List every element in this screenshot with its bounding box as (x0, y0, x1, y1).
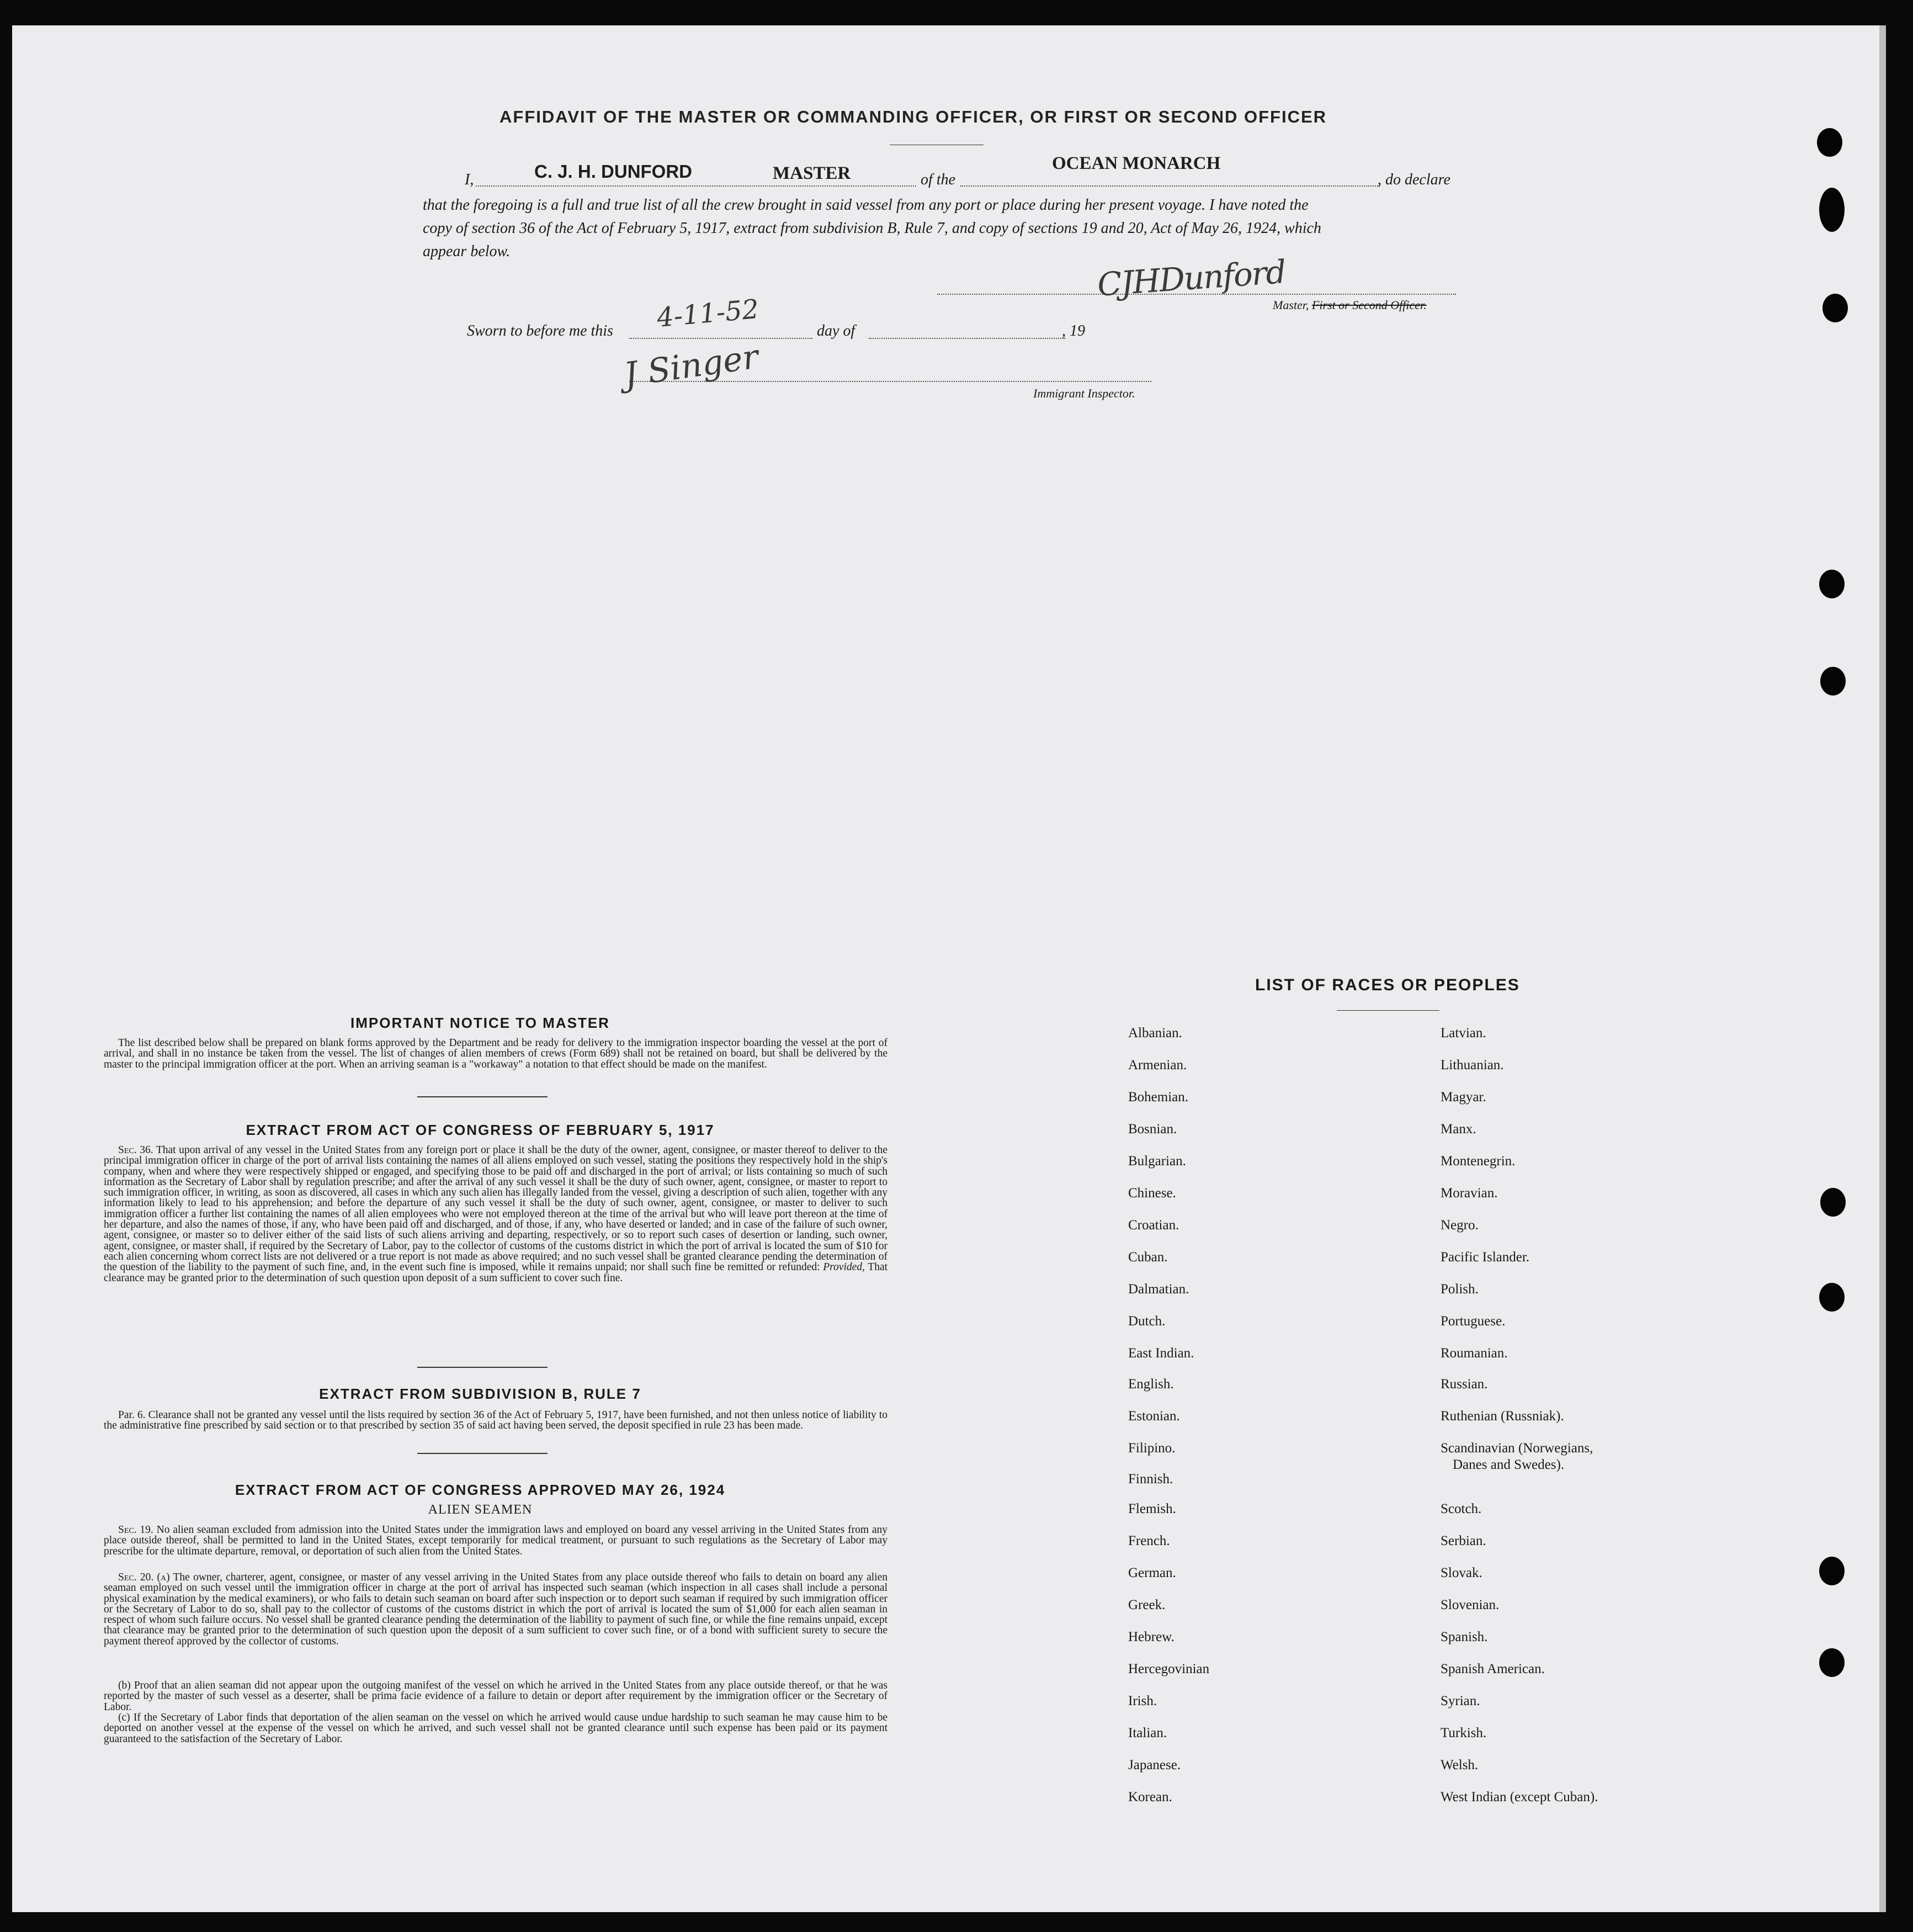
race-item: Croatian. (1128, 1218, 1179, 1233)
race-item: Armenian. (1128, 1058, 1187, 1073)
master-label: Master, (1273, 298, 1312, 312)
race-item: Welsh. (1441, 1758, 1479, 1772)
vessel-line (960, 185, 1380, 187)
binder-hole (1817, 128, 1842, 157)
extract-1917-title: EXTRACT FROM ACT OF CONGRESS OF FEBRUARY 5, 1917 (246, 1122, 715, 1138)
binder-hole (1820, 1188, 1846, 1217)
title-rule (1337, 1010, 1439, 1011)
affidavit-line-2: that the foregoing is a full and true list of all the crew brought in said vessel from any port or place during her present voyage. I have noted the (423, 197, 1309, 214)
race-item: Dalmatian. (1128, 1282, 1189, 1297)
race-item: East Indian. (1128, 1346, 1194, 1361)
rank: MASTER (773, 163, 851, 183)
affidavit-line-3: copy of section 36 of the Act of February 5, 1917, extract from subdivision B, Rule 7, and copy of sections 19 and 20, Act of May 26, 1924, which (423, 220, 1321, 237)
divider (417, 1096, 548, 1097)
race-item: Serbian. (1441, 1533, 1486, 1548)
declare-label: , do declare (1378, 171, 1450, 188)
binder-hole (1820, 667, 1846, 696)
race-item: Cuban. (1128, 1250, 1168, 1265)
rule-7-title: EXTRACT FROM SUBDIVISION B, RULE 7 (319, 1386, 641, 1402)
race-item: Albanian. (1128, 1026, 1182, 1041)
section-label: Sec. 20. (a) (118, 1572, 170, 1583)
race-item: Negro. (1441, 1218, 1479, 1233)
race-item: West Indian (except Cuban). (1441, 1790, 1598, 1804)
race-item: Ruthenian (Russniak). (1441, 1409, 1564, 1424)
page-edge (1879, 25, 1886, 1912)
race-item: English. (1128, 1377, 1174, 1392)
race-item: Japanese. (1128, 1758, 1181, 1772)
section-label: Sec. 19. (118, 1524, 153, 1536)
race-item: Korean. (1128, 1790, 1172, 1804)
race-item: Italian. (1128, 1726, 1167, 1740)
race-item: Montenegrin. (1441, 1154, 1516, 1169)
races-title: LIST OF RACES OR PEOPLES (1255, 976, 1520, 994)
race-item: Greek. (1128, 1597, 1166, 1612)
race-item: Scandinavian (Norwegians, (1441, 1441, 1593, 1456)
extract-1924-title: EXTRACT FROM ACT OF CONGRESS APPROVED MAY 26, 1924 (235, 1482, 726, 1498)
section-19-text (104, 1525, 888, 1557)
divider (417, 1367, 548, 1368)
struck-officer-label: First or Second Officer. (1311, 298, 1427, 312)
binder-hole (1822, 294, 1848, 322)
section-20b-text: (b) Proof that an alien seaman did not appear upon the outgoing manifest of the vessel on which he arrived in the United States from any place outside thereof, or that he was reported by the master of such vessel as a deserter, shall be prima facie evidence of a failure to detain or deport after requirement by the immigration officer or the Secretary of Labor. (104, 1680, 888, 1713)
year-prefix: , 19 (1062, 322, 1085, 339)
race-item: Moravian. (1441, 1186, 1498, 1201)
race-item: Polish. (1441, 1282, 1479, 1297)
section-19-body: No alien seaman excluded from admission into the United States under the immigration laws and employed on board any vessel arriving in the United States from any place outside thereof, shall be permitted to land in the United States, except temporarily for medical treatment, or pursuant to such regulations as the Secretary of Labor may prescribe for the ultimate departure, removal, or deportation of such alien from the United States. (104, 1524, 888, 1557)
race-item: Filipino. (1128, 1441, 1176, 1456)
race-item: Dutch. (1128, 1314, 1166, 1329)
race-item: Irish. (1128, 1694, 1157, 1708)
race-item: Spanish American. (1441, 1662, 1545, 1676)
race-item: Finnish. (1128, 1472, 1173, 1487)
master-name: C. J. H. DUNFORD (534, 161, 693, 182)
section-label: Sec. 36. (118, 1144, 153, 1156)
signature-caption (1273, 298, 1427, 312)
affidavit-line-4: appear below. (423, 243, 511, 260)
sworn-date: 4-11-52 (655, 294, 761, 333)
race-item: Bulgarian. (1128, 1154, 1186, 1169)
of-the-label: of the (921, 171, 955, 188)
section-36-body: That upon arrival of any vessel in the United States from any foreign port or place it shall be the duty of the owner, agent, consignee, or master thereof to deliver to the principal immigration officer in charge of the port of arrival lists containing the names of all aliens employed on such vessel, stating the positions they respectively hold in the ship's company, when and where they were respectively shipped or engaged, and specifying those to be paid off and discharged in the port of arrival; or lists containing so much of such information as the Secretary of Labor shall by regulation prescribe; and after the arrival of any such vessel it shall be the duty of such owner, agent, consignee, or master to report to such immigration officer, in writing, as soon as discovered, all cases in which any such alien has illegally landed from the vessel, giving a description of such alien, together with any information likely to lead to his apprehension; and before the departure of any such vessel it shall be the duty of such owner, agent, consignee, or master to deliver to such immigration officer a further list containing the names of all alien employees who were not employed thereon at the time of the arrival but who will leave port thereon at the time of her departure, and also the names of those, if any, who have been paid off and discharged, and of those, if any, who have deserted or landed; and in case of the failure of such owner, agent, consignee, or master so to deliver either of the said lists of such aliens arriving and departing, respectively, or so to report such cases of desertion or landing, such owner, agent, consignee, or master shall, if required by the Secretary of Labor, pay to the collector of customs of the customs district in which the port of arrival is located the sum of $10 for each alien concerning whom correct lists are not delivered or a true report is not made as above required; and no such vessel shall be granted clearance pending the determination of the question of the liability to the payment of such fine, and, in the event such fine is imposed, while it remains unpaid; nor shall such fine be remitted or refunded: (104, 1144, 888, 1273)
race-item: Roumanian. (1441, 1346, 1508, 1361)
race-item: Slovak. (1441, 1565, 1482, 1580)
race-item: Portuguese. (1441, 1314, 1506, 1329)
name-line (476, 185, 916, 187)
provided-term: Provided, (823, 1261, 865, 1273)
race-item: Latvian. (1441, 1026, 1486, 1041)
inspector-signature: J Singer (621, 337, 761, 395)
affidavit-title: AFFIDAVIT OF THE MASTER OR COMMANDING OFFICER, OR FIRST OR SECOND OFFICER (499, 107, 1327, 126)
race-item: Slovenian. (1441, 1597, 1500, 1612)
race-item: Russian. (1441, 1377, 1488, 1392)
section-20c-text: (c) If the Secretary of Labor finds that deportation of the alien seaman on the vessel on which he arrived would cause undue hardship to such seaman he may cause him to be deported on another vessel at the expense of the vessel on which he arrived, and such vessel shall not be granted clearance until such expense has been paid or its payment guaranteed to the satisfaction of the Secretary of Labor. (104, 1712, 888, 1745)
divider (417, 1453, 548, 1454)
rule-7-text: Par. 6. Clearance shall not be granted any vessel until the lists required by section 36 of the Act of February 5, 1917, have been furnished, and not then unless notice of liability to the administrative fine prescribed by said section or to that prescribed by section 35 of said act having been served, the deposit specified in rule 23 has been made. (104, 1409, 888, 1432)
affidavit-prefix: I, (465, 171, 474, 188)
race-item: Bohemian. (1128, 1090, 1189, 1105)
section-36-end: That clearance may be granted prior to the determination of such question upon deposit of a sum sufficient to cover such fine. (104, 1261, 888, 1284)
binder-hole (1819, 188, 1845, 232)
race-item: Syrian. (1441, 1694, 1480, 1708)
binder-hole (1819, 1283, 1845, 1312)
race-item: Turkish. (1441, 1726, 1487, 1740)
race-item: Lithuanian. (1441, 1058, 1504, 1073)
race-item: Hercegovinian (1128, 1662, 1210, 1676)
race-item: Estonian. (1128, 1409, 1180, 1424)
race-item: Chinese. (1128, 1186, 1176, 1201)
day-of-label: day of (817, 322, 855, 339)
race-item: Hebrew. (1128, 1630, 1175, 1644)
race-item: German. (1128, 1565, 1176, 1580)
section-36-text (104, 1145, 888, 1283)
race-item: Flemish. (1128, 1501, 1176, 1516)
race-item: Bosnian. (1128, 1122, 1177, 1137)
sworn-label: Sworn to before me this (467, 322, 613, 339)
binder-hole (1819, 1648, 1845, 1677)
section-20a-text (104, 1572, 888, 1647)
race-item: Pacific Islander. (1441, 1250, 1530, 1265)
month-line (869, 338, 1065, 339)
master-signature: CJHDunford (1096, 253, 1287, 304)
race-item: French. (1128, 1533, 1170, 1548)
binder-hole (1819, 1557, 1845, 1585)
race-item: Magyar. (1441, 1090, 1486, 1105)
vessel-name: OCEAN MONARCH (1052, 153, 1221, 173)
alien-seamen-subtitle: ALIEN SEAMEN (428, 1503, 533, 1517)
notice-title: IMPORTANT NOTICE TO MASTER (350, 1015, 610, 1031)
inspector-label: Immigrant Inspector. (1033, 386, 1135, 400)
sworn-day-line (629, 338, 812, 339)
race-item: Scotch. (1441, 1501, 1482, 1516)
race-item: Manx. (1441, 1122, 1476, 1137)
notice-text: The list described below shall be prepared on blank forms approved by the Department and be ready for delivery to the immigration inspector boarding the vessel at the port of arrival, and shall in no instance be taken from the vessel. The list of changes of alien members of crews (Form 689) shall not be retained on board, but shall be delivered by the master to the principal immigration officer at the port. When an arriving seaman is a "workaway" a notation to that effect should be made on the manifest. (104, 1037, 888, 1070)
section-20a-body: The owner, charterer, agent, consignee, or master of any vessel arriving in the United States from any place outside thereof who fails to detain on board any alien seaman employed on such vessel until the immigration officer in charge at the port of arrival has inspected such seaman (which inspection in all cases shall include a personal physical examination by the medical examiners), or who fails to detain such seaman on board after such inspection or to deport such seaman if required by such immigration officer or the Secretary of Labor to do so, shall pay to the collector of customs of the customs district in which the port of arrival is located the sum of $1,000 for each alien seaman in respect of whom such failure occurs. No vessel shall be granted clearance pending the determination of the liability to payment of such fine, or while the fine remains unpaid, except that clearance may be granted prior to the determination of such question upon the deposit of a sum sufficient to cover such fine, or of a bond with sufficient surety to secure the payment thereof approved by the collector of customs. (104, 1572, 888, 1647)
race-item: Danes and Swedes). (1453, 1457, 1565, 1472)
race-item: Spanish. (1441, 1630, 1488, 1644)
binder-hole (1819, 570, 1845, 598)
